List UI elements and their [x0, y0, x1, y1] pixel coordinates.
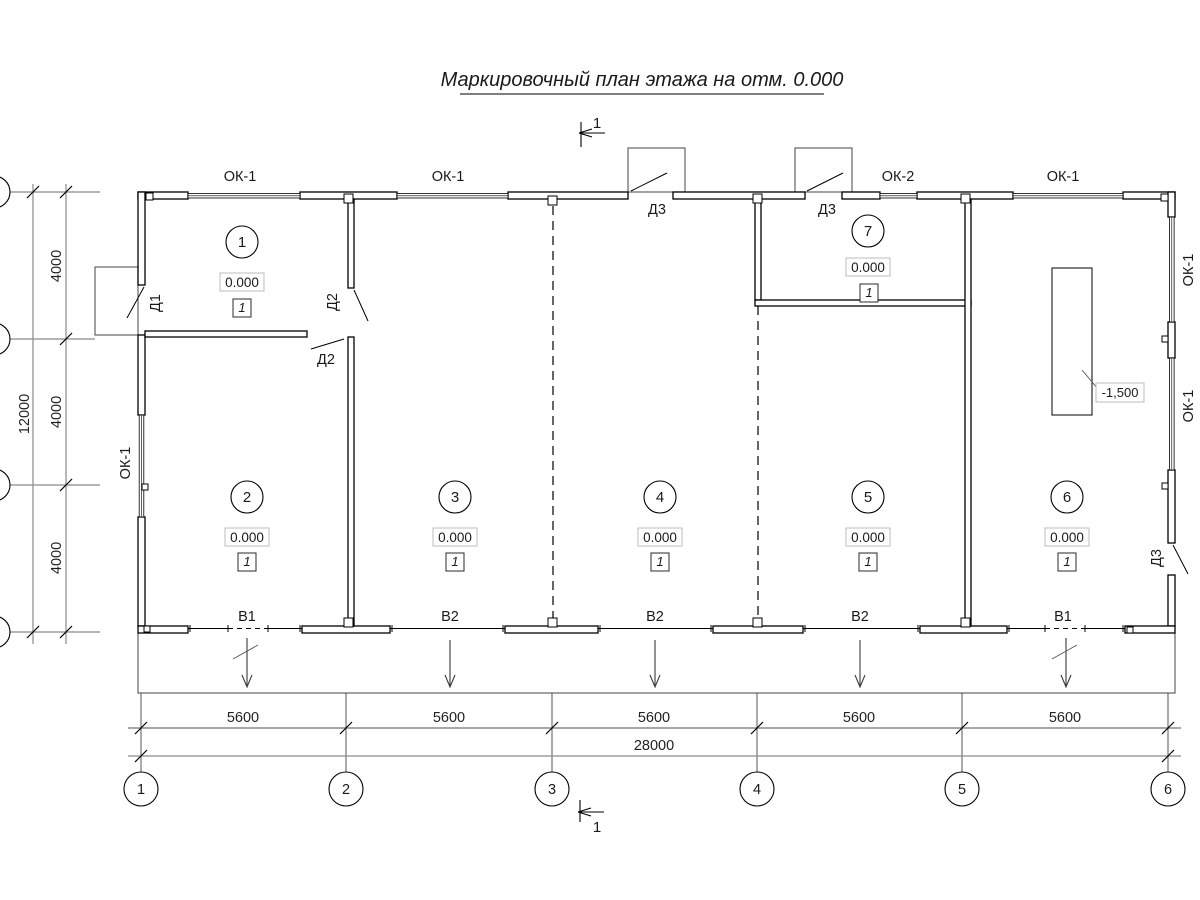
- dim-bay-2: 5600: [432, 710, 466, 726]
- door-label-d3-2: Д3: [818, 202, 836, 218]
- room-2-annotation: [225, 481, 269, 571]
- room-number: 2: [242, 489, 252, 506]
- window-label-ok1-top3: ОК-1: [1046, 169, 1080, 185]
- window-top-4: [1013, 194, 1123, 199]
- room-number: 1: [237, 234, 247, 251]
- room-elevation: 0.000: [851, 530, 885, 545]
- room-elevation: 0.000: [1050, 530, 1084, 545]
- vent-label-v1: В1: [238, 609, 256, 625]
- window-top-2: [397, 194, 508, 199]
- room-elevation: 0.000: [438, 530, 472, 545]
- room-number: 5: [863, 489, 873, 506]
- room-7-annotation: [846, 215, 890, 302]
- dim-bay-3: 5600: [637, 710, 671, 726]
- dim-row-2: 4000: [49, 395, 65, 429]
- pit-elevation-label: -1,500: [1101, 385, 1139, 400]
- vent-label-v5: В1: [1054, 609, 1072, 625]
- room-finish: 1: [864, 554, 872, 569]
- dim-row-total: 12000: [17, 393, 33, 435]
- room-finish: 1: [1063, 554, 1071, 569]
- axis-bubbles-bottom: [124, 772, 1185, 806]
- room-4-annotation: [638, 481, 682, 571]
- entrance-porch-2: [795, 148, 852, 192]
- room-finish: 1: [451, 554, 459, 569]
- door-label-d3-1: Д3: [648, 202, 666, 218]
- room-finish: 1: [865, 285, 873, 300]
- section-mark-top: [579, 115, 605, 147]
- section-number-top: 1: [592, 115, 602, 132]
- sill-mark: [1162, 336, 1168, 342]
- room-elevation: 0.000: [230, 530, 264, 545]
- axis-bubble-5: 5: [957, 782, 967, 798]
- dim-row-1: 4000: [49, 249, 65, 283]
- room-number: 6: [1062, 489, 1072, 506]
- extension-lines: [141, 693, 1168, 772]
- room-number: 4: [655, 489, 665, 506]
- axis-bubble-6: 6: [1163, 782, 1173, 798]
- axis-bubbles-left: [0, 176, 10, 648]
- window-label-ok1-left: ОК-1: [118, 446, 134, 480]
- door-label-d1: Д1: [148, 294, 164, 312]
- room-3-annotation: [433, 481, 477, 571]
- door-label-d2-vertical: Д2: [325, 293, 341, 311]
- room-elevation: 0.000: [225, 275, 259, 290]
- window-label-ok1-top1: ОК-1: [223, 169, 257, 185]
- door-label-d2-horizontal: Д2: [317, 352, 335, 368]
- section-mark-bottom: [578, 800, 604, 836]
- room-elevation: 0.000: [851, 260, 885, 275]
- drain-arrow-v4: [855, 640, 865, 687]
- bottom-wall: [138, 625, 1175, 633]
- vent-label-v2: В2: [441, 609, 459, 625]
- window-left: [139, 415, 144, 517]
- dim-bay-1: 5600: [226, 710, 260, 726]
- room-6-annotation: [1045, 481, 1089, 571]
- room-finish: 1: [238, 300, 246, 315]
- drawing-title: [441, 69, 844, 94]
- entrance-porch-left: [95, 267, 138, 335]
- room-5-annotation: [846, 481, 890, 571]
- drain-arrow-v2: [445, 640, 455, 687]
- room-number: 3: [450, 489, 460, 506]
- entrance-porch-1: [628, 148, 685, 192]
- door-leaf-d2-vertical: [354, 290, 368, 321]
- pit: [1052, 268, 1144, 415]
- dim-bay-5: 5600: [1048, 710, 1082, 726]
- left-wall: [127, 192, 148, 626]
- room-finish: 1: [243, 554, 251, 569]
- axis-bubble-2: 2: [341, 782, 351, 798]
- dim-row-3: 4000: [49, 541, 65, 575]
- door-leaf-d3-1: [631, 173, 667, 191]
- axis-bubble-3: 3: [547, 782, 557, 798]
- room-number: 7: [863, 223, 873, 240]
- window-right-1: [1170, 217, 1175, 322]
- drain-labels: [238, 609, 1072, 625]
- room-elevation: 0.000: [643, 530, 677, 545]
- door-label-d3-right: Д3: [1149, 549, 1165, 567]
- axis-bubble-4: 4: [752, 782, 762, 798]
- page-title: Маркировочный план этажа на отм. 0.000: [440, 69, 844, 91]
- bottom-dimensions: [124, 693, 1185, 806]
- sill-mark: [142, 484, 148, 490]
- room-1-annotation: [220, 226, 264, 317]
- drain-arrow-v1: [233, 638, 258, 687]
- axis-bubble-1: 1: [136, 782, 146, 798]
- window-label-ok2-top: ОК-2: [881, 169, 915, 185]
- drain-arrow-v5: [1052, 638, 1077, 687]
- dim-total: 28000: [633, 738, 675, 754]
- window-label-ok1-right1: ОК-1: [1181, 253, 1197, 287]
- window-right-2: [1170, 358, 1175, 470]
- window-label-ok1-top2: ОК-1: [431, 169, 465, 185]
- door-leaf-d3-right: [1173, 545, 1188, 574]
- top-wall: [138, 173, 1175, 199]
- door-leaf-d3-2: [807, 173, 843, 191]
- window-top-1: [188, 194, 300, 199]
- section-number-bottom: 1: [592, 819, 602, 836]
- vent-label-v4: В2: [851, 609, 869, 625]
- window-top-3: [880, 194, 917, 199]
- drain-arrows: [233, 638, 1077, 687]
- door-leaf-d1: [127, 287, 144, 318]
- left-dimensions: [0, 176, 100, 648]
- sill-mark: [1162, 483, 1168, 489]
- drain-arrow-v3: [650, 640, 660, 687]
- vent-label-v3: В2: [646, 609, 664, 625]
- room-finish: 1: [656, 554, 664, 569]
- window-label-ok1-right2: ОК-1: [1181, 389, 1197, 423]
- dim-bay-4: 5600: [842, 710, 876, 726]
- door-leaf-d2-horizontal: [311, 339, 344, 349]
